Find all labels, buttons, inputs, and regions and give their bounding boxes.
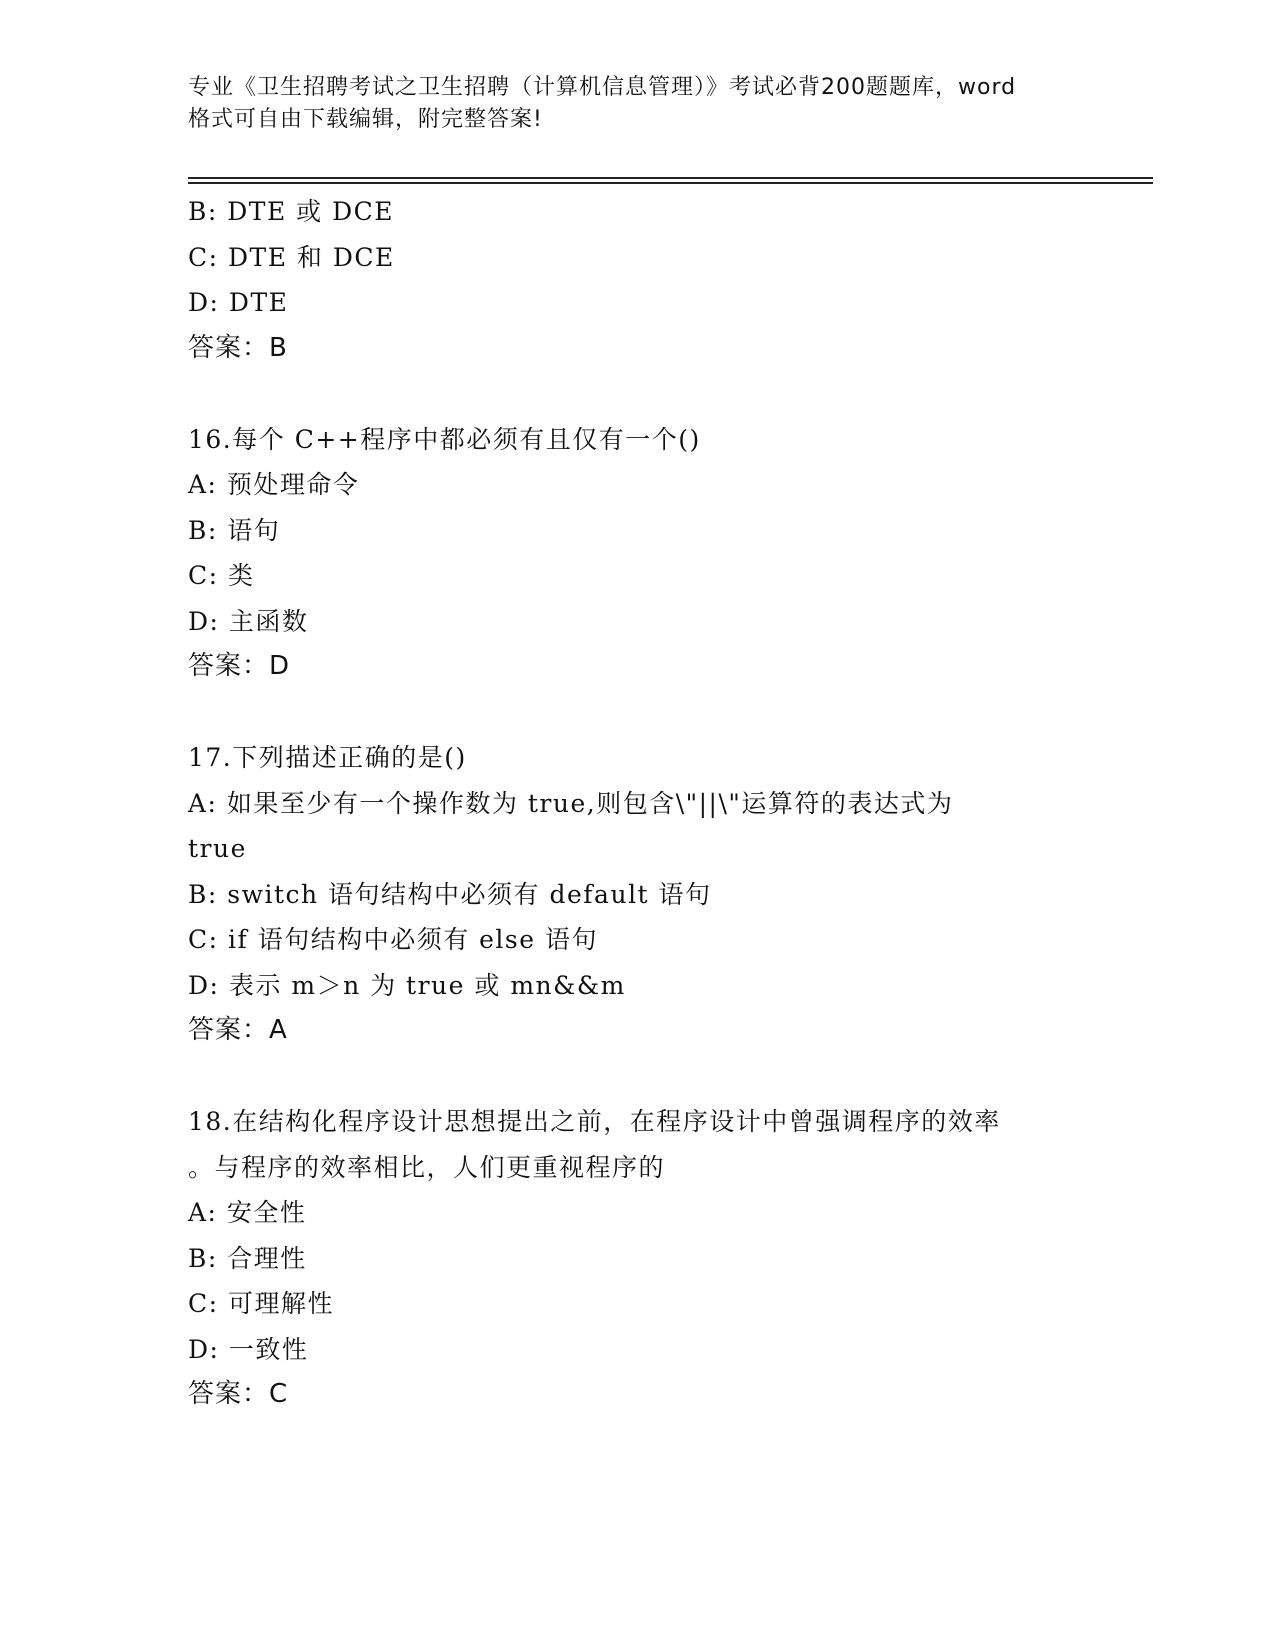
option-b: B: DTE 或 DCE [188,197,395,226]
option-b: B: switch 语句结构中必须有 default 语句 [188,879,712,909]
option-b: B: 语句 [188,515,281,545]
question-title: 17.下列描述正确的是() [188,743,467,772]
answer: 答案：C [188,1379,289,1409]
question-16 [188,417,1088,690]
answer: 答案：B [188,332,288,363]
option-b: B: 合理性 [188,1243,307,1273]
answer: 答案：D [188,651,291,681]
option-c: C: if 语句结构中必须有 else 语句 [188,925,599,954]
header-rule-top [188,177,1153,179]
answer: 答案：A [188,1015,288,1045]
question-15-continued [188,189,1088,371]
spacer [188,371,1088,417]
option-a-line-1: A: 如果至少有一个操作数为 true,则包含\"||\"运算符的表达式为 [188,788,954,818]
question-title-line-2: 。与程序的效率相比，人们更重视程序的 [188,1152,666,1182]
question-list [188,189,1088,1418]
spacer [188,690,1088,736]
option-c: C: DTE 和 DCE [188,242,395,272]
spacer [188,1054,1088,1100]
header-line-2: 格式可自由下载编辑，附完整答案! [188,107,543,132]
option-d: D: DTE [188,288,289,317]
option-d: D: 主函数 [188,606,309,636]
header-line-1: 专业《卫生招聘考试之卫生招聘（计算机信息管理）》考试必背200题题库，word [188,75,1017,100]
question-title: 16.每个 C++程序中都必须有且仅有一个() [188,424,701,454]
document-header [188,72,1088,136]
question-17 [188,735,1088,1054]
question-18 [188,1099,1088,1418]
option-a-line-2: true [188,834,247,863]
header-rule-bottom [188,182,1153,184]
question-title-line-1: 18.在结构化程序设计思想提出之前，在程序设计中曾强调程序的效率 [188,1107,1001,1136]
option-d: D: 表示 m＞n 为 true 或 mn&&m [188,970,626,1000]
option-a: A: 预处理命令 [188,470,360,499]
option-d: D: 一致性 [188,1334,309,1364]
option-a: A: 安全性 [188,1198,307,1227]
option-c: C: 类 [188,561,255,590]
option-c: C: 可理解性 [188,1289,334,1318]
